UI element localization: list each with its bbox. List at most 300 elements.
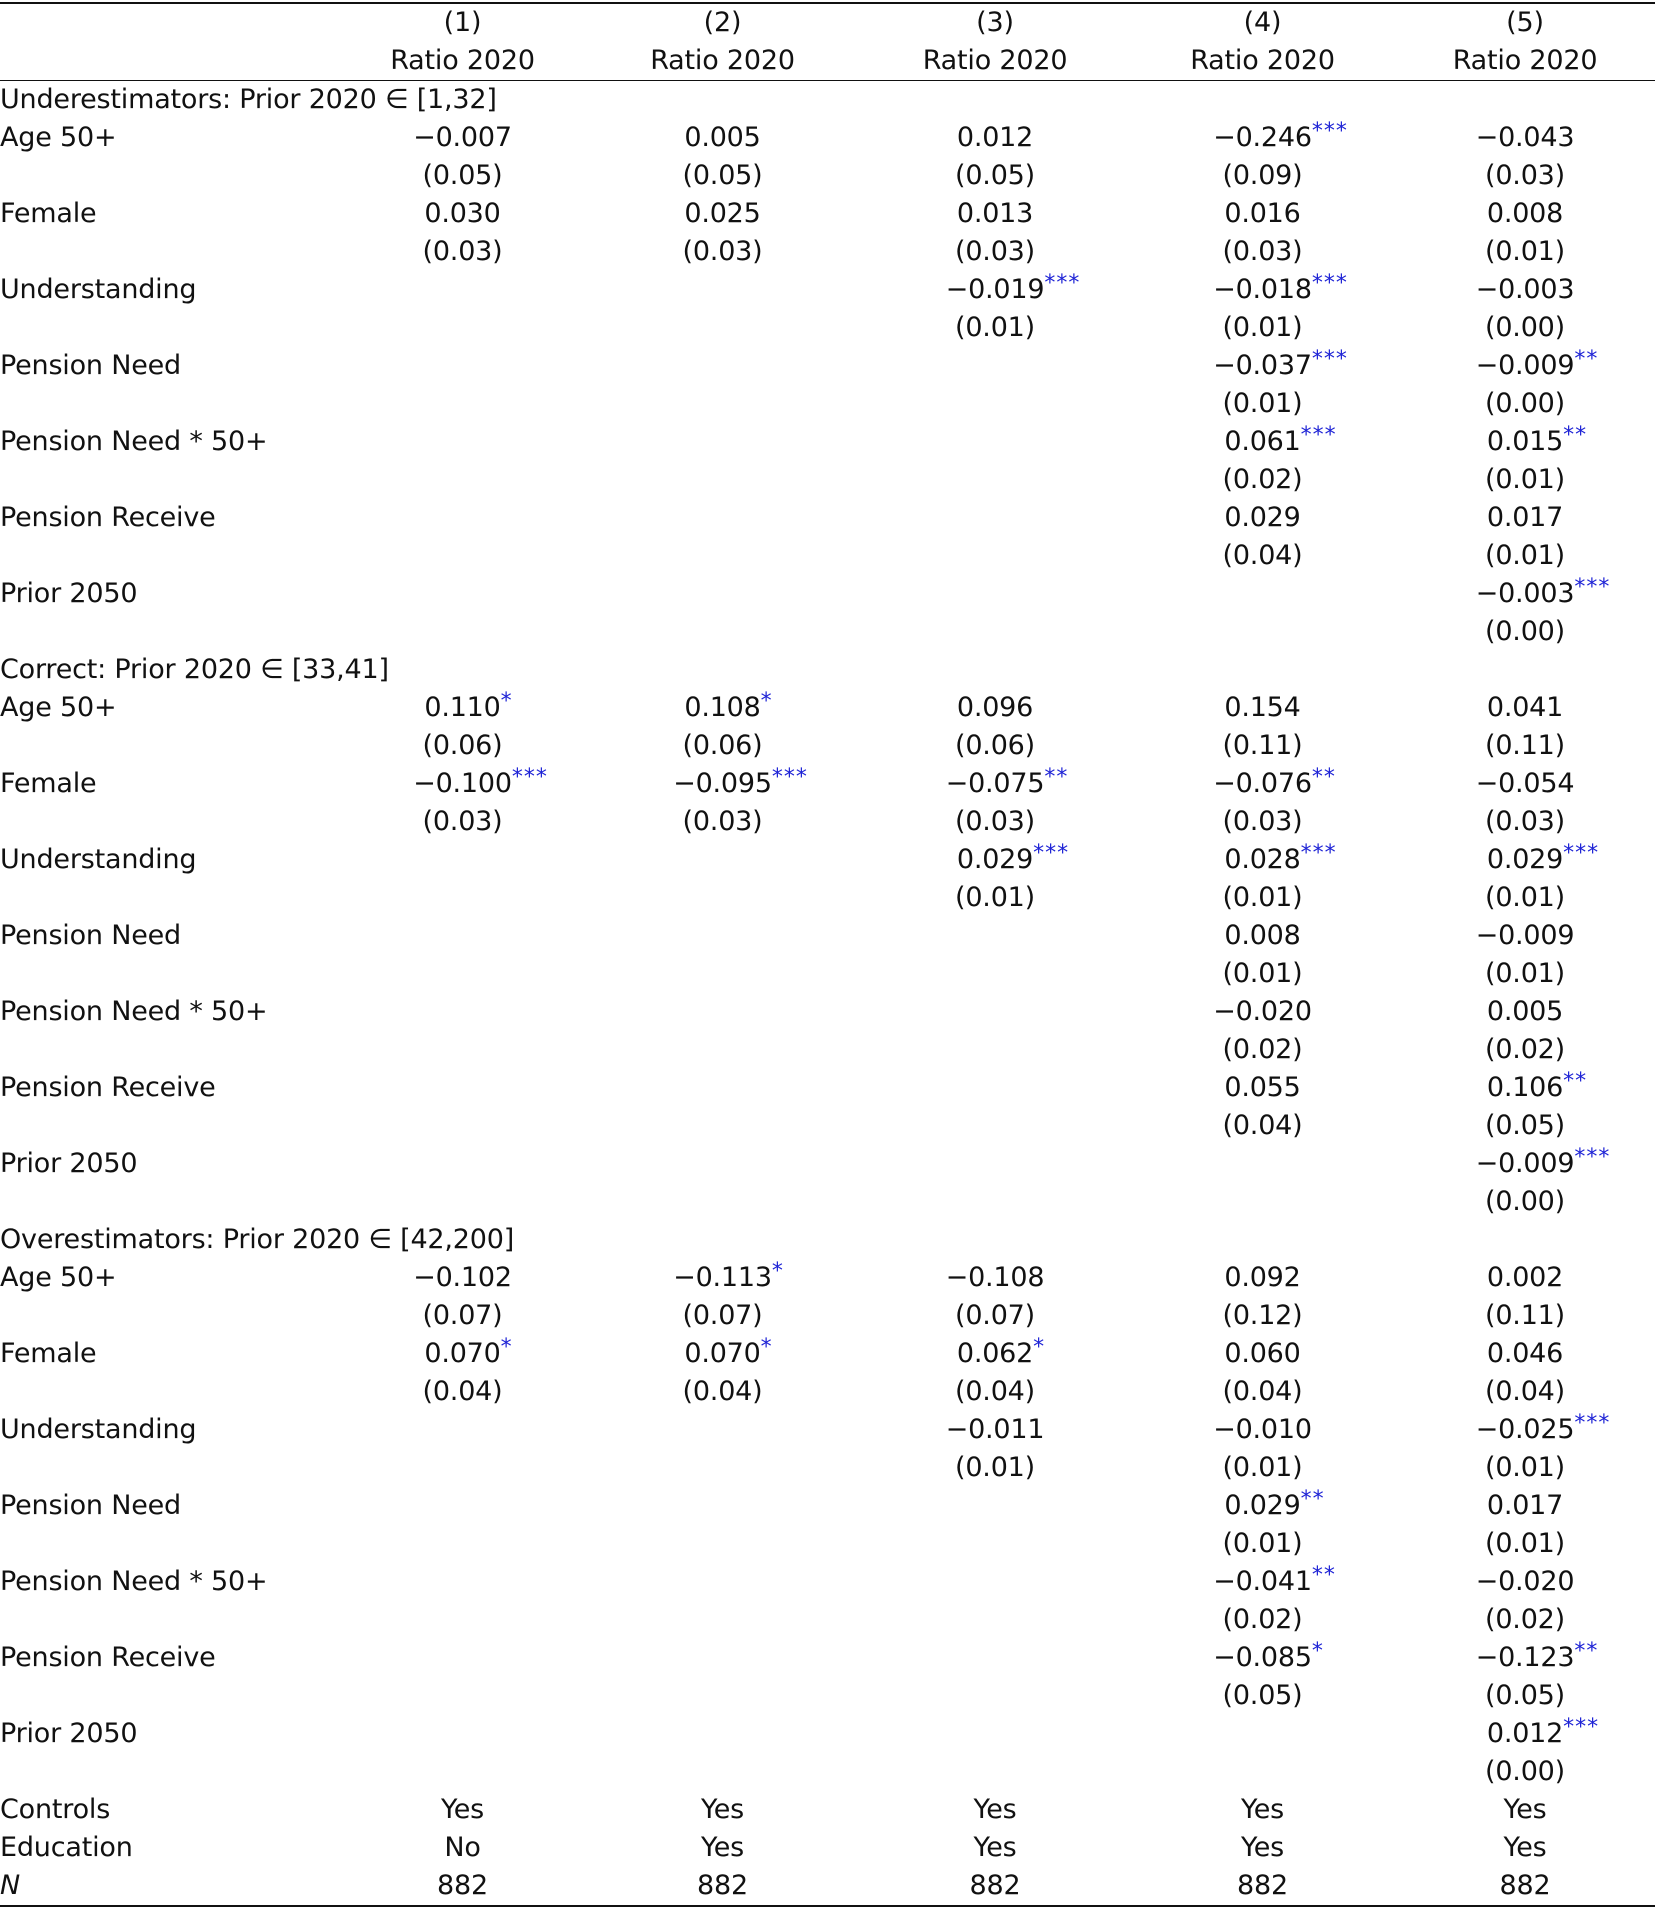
coefficient-cell [1130, 423, 1395, 461]
coefficient-cell [1130, 119, 1395, 157]
coefficient-row [0, 1335, 1655, 1373]
coefficient-cell [340, 1145, 585, 1183]
coefficient-value [1224, 689, 1300, 727]
standard-error-cell: (0.03) [422, 236, 503, 267]
coefficient-row [0, 1259, 1655, 1297]
standard-error-cell [340, 1107, 585, 1145]
standard-error-cell: (0.01) [1485, 464, 1565, 495]
coefficient-value [684, 119, 760, 157]
coefficient-cell [585, 1259, 860, 1297]
panel-title: Overestimators: Prior 2020 ∈ [42,200] [0, 1224, 515, 1255]
coefficient-value [1476, 765, 1575, 803]
coefficient-value [1224, 1335, 1300, 1373]
coefficient-cell [585, 119, 860, 157]
coefficient-row [0, 1487, 1655, 1525]
standard-error-cell [860, 537, 1130, 575]
standard-error-cell [340, 1601, 585, 1639]
coefficient-cell [585, 499, 860, 537]
coefficient-value [1476, 1563, 1575, 1601]
coefficient-number: −0.025 [1475, 1414, 1575, 1445]
standard-error-row [0, 537, 1655, 575]
coefficient-value [1486, 841, 1600, 879]
coefficient-cell [860, 1411, 1130, 1449]
coefficient-number: −0.020 [1475, 1566, 1575, 1597]
standard-error-cell: (0.04) [1485, 1376, 1565, 1407]
coefficient-number: −0.037 [1213, 350, 1312, 381]
coefficient-cell [585, 917, 860, 955]
standard-error-cell: (0.03) [955, 806, 1035, 837]
coefficient-cell [1130, 1145, 1395, 1183]
coefficient-value [1476, 119, 1575, 157]
coefficient-number: −0.108 [945, 1262, 1045, 1293]
coefficient-value [1486, 423, 1588, 461]
coefficient-cell [585, 1715, 860, 1753]
footer-value: Yes [701, 1832, 744, 1863]
standard-error-cell: (0.05) [955, 160, 1035, 191]
coefficient-cell [860, 841, 1130, 879]
coefficient-cell [1130, 689, 1395, 727]
footer-value: 882 [1395, 1867, 1655, 1906]
coefficient-value [673, 765, 808, 803]
coefficient-value [1487, 689, 1563, 727]
standard-error-stub [0, 613, 340, 651]
variable-label: Pension Need * 50+ [0, 1566, 268, 1597]
coefficient-value [956, 841, 1070, 879]
coefficient-cell [585, 195, 860, 233]
footer-row [0, 1791, 1655, 1829]
significance-stars: * [500, 1335, 513, 1360]
standard-error-cell: (0.02) [1485, 1034, 1565, 1065]
variable-label: Understanding [0, 274, 197, 305]
standard-error-cell [340, 1677, 585, 1715]
coefficient-cell [1130, 575, 1395, 613]
coefficient-number: −0.076 [1213, 768, 1312, 799]
footer-value: Yes [973, 1794, 1017, 1825]
coefficient-number: −0.007 [413, 122, 512, 153]
coefficient-cell [1130, 1069, 1395, 1107]
standard-error-row [0, 1753, 1655, 1791]
standard-error-cell: (0.00) [1485, 312, 1565, 343]
standard-error-cell: (0.07) [422, 1300, 503, 1331]
standard-error-cell: (0.01) [1485, 236, 1565, 267]
footer-value: 882 [585, 1867, 860, 1906]
coefficient-cell [860, 271, 1130, 309]
variable-label: Pension Need * 50+ [0, 426, 268, 457]
table-body [0, 81, 1655, 1907]
standard-error-cell [340, 385, 585, 423]
standard-error-cell: (0.01) [1485, 1528, 1565, 1559]
coefficient-number: −0.019 [945, 274, 1045, 305]
coefficient-cell [1395, 1639, 1655, 1677]
standard-error-stub [0, 1107, 340, 1145]
coefficient-number: 0.096 [956, 692, 1034, 723]
table-header [0, 3, 1655, 81]
standard-error-stub [0, 1601, 340, 1639]
coefficient-cell [860, 1487, 1130, 1525]
standard-error-cell [585, 955, 860, 993]
footer-value: 882 [340, 1867, 585, 1906]
significance-stars: *** [771, 765, 808, 790]
coefficient-row [0, 347, 1655, 385]
standard-error-row [0, 1677, 1655, 1715]
standard-error-cell [340, 1183, 585, 1221]
coefficient-number: 0.002 [1486, 1262, 1564, 1293]
standard-error-cell [860, 613, 1130, 651]
column-number: (4) [1130, 3, 1395, 42]
standard-error-cell: (0.04) [1222, 540, 1303, 571]
coefficient-number: 0.070 [684, 1338, 761, 1369]
coefficient-cell [340, 1487, 585, 1525]
coefficient-cell [860, 689, 1130, 727]
coefficient-number: 0.008 [1224, 920, 1301, 951]
coefficient-row [0, 1715, 1655, 1753]
standard-error-cell: (0.05) [422, 160, 503, 191]
footer-row [0, 1829, 1655, 1867]
coefficient-cell [1395, 1145, 1655, 1183]
coefficient-cell [860, 347, 1130, 385]
coefficient-cell [860, 1259, 1130, 1297]
coefficient-number: 0.062 [956, 1338, 1034, 1369]
coefficient-cell [860, 917, 1130, 955]
coefficient-value [1213, 1639, 1324, 1677]
standard-error-cell [585, 613, 860, 651]
footer-label: N [0, 1867, 340, 1906]
coefficient-cell [1130, 1487, 1395, 1525]
standard-error-row [0, 1601, 1655, 1639]
standard-error-row [0, 1031, 1655, 1069]
coefficient-row [0, 499, 1655, 537]
coefficient-number: 0.154 [1224, 692, 1301, 723]
column-name-row [0, 42, 1655, 81]
coefficient-number: 0.017 [1486, 502, 1564, 533]
significance-stars: ** [1563, 423, 1588, 448]
coefficient-number: 0.012 [956, 122, 1034, 153]
coefficient-number: −0.009 [1475, 920, 1575, 951]
standard-error-cell: (0.05) [682, 160, 763, 191]
coefficient-cell [1395, 917, 1655, 955]
standard-error-cell: (0.07) [682, 1300, 763, 1331]
coefficient-number: −0.100 [413, 768, 512, 799]
variable-label: Pension Need [0, 920, 181, 951]
coefficient-value [945, 271, 1081, 309]
standard-error-cell [860, 1601, 1130, 1639]
coefficient-row [0, 765, 1655, 803]
coefficient-value [1213, 993, 1312, 1031]
standard-error-cell: (0.03) [1222, 236, 1303, 267]
footer-value: Yes [701, 1794, 744, 1825]
coefficient-cell [1395, 499, 1655, 537]
standard-error-cell: (0.01) [1222, 312, 1303, 343]
coefficient-cell [340, 689, 585, 727]
coefficient-value [1476, 271, 1575, 309]
coefficient-value [1224, 1259, 1300, 1297]
coefficient-cell [585, 271, 860, 309]
coefficient-cell [340, 993, 585, 1031]
standard-error-cell: (0.01) [1485, 540, 1565, 571]
significance-stars: ** [1311, 1563, 1336, 1588]
coefficient-number: 0.041 [1486, 692, 1564, 723]
significance-stars: ** [1300, 1487, 1325, 1512]
standard-error-cell [1130, 1183, 1395, 1221]
variable-label: Pension Receive [0, 1072, 216, 1103]
coefficient-cell [1130, 917, 1395, 955]
standard-error-cell: (0.01) [1485, 958, 1565, 989]
standard-error-cell [585, 385, 860, 423]
standard-error-cell: (0.07) [955, 1300, 1035, 1331]
significance-stars: *** [1311, 271, 1348, 296]
standard-error-cell: (0.05) [1485, 1680, 1565, 1711]
column-number-row [0, 3, 1655, 42]
coefficient-cell [860, 1715, 1130, 1753]
coefficient-number: −0.085 [1213, 1642, 1312, 1673]
coefficient-row [0, 689, 1655, 727]
standard-error-cell [860, 1677, 1130, 1715]
coefficient-cell [1130, 1411, 1395, 1449]
coefficient-cell [340, 1411, 585, 1449]
coefficient-value [684, 195, 760, 233]
standard-error-row [0, 157, 1655, 195]
coefficient-number: 0.108 [684, 692, 761, 723]
coefficient-cell [1130, 765, 1395, 803]
standard-error-stub [0, 1449, 340, 1487]
coefficient-number: 0.055 [1224, 1072, 1301, 1103]
coefficient-value [1213, 765, 1336, 803]
footer-value: Yes [1503, 1794, 1547, 1825]
standard-error-cell: (0.06) [682, 730, 763, 761]
coefficient-number: −0.123 [1475, 1642, 1575, 1673]
coefficient-number: −0.043 [1475, 122, 1575, 153]
standard-error-cell [860, 1753, 1130, 1791]
coefficient-cell [1395, 575, 1655, 613]
coefficient-row [0, 1639, 1655, 1677]
significance-stars: *** [1574, 1145, 1611, 1170]
coefficient-value [1224, 1069, 1300, 1107]
standard-error-row [0, 1449, 1655, 1487]
standard-error-row [0, 309, 1655, 347]
coefficient-cell [585, 1563, 860, 1601]
standard-error-stub [0, 1373, 340, 1411]
standard-error-row [0, 879, 1655, 917]
panel-title: Underestimators: Prior 2020 ∈ [1,32] [0, 84, 497, 115]
coefficient-value [1213, 1563, 1336, 1601]
coefficient-value [957, 195, 1033, 233]
panel-title: Correct: Prior 2020 ∈ [33,41] [0, 654, 389, 685]
standard-error-cell [585, 461, 860, 499]
significance-stars: ** [1311, 765, 1336, 790]
standard-error-cell [585, 1525, 860, 1563]
standard-error-row [0, 385, 1655, 423]
coefficient-cell [1130, 347, 1395, 385]
standard-error-cell: (0.00) [1485, 1186, 1565, 1217]
coefficient-cell [1395, 347, 1655, 385]
standard-error-cell: (0.04) [422, 1376, 503, 1407]
coefficient-cell [340, 119, 585, 157]
coefficient-cell [585, 1069, 860, 1107]
standard-error-cell: (0.03) [955, 236, 1035, 267]
coefficient-value [1487, 1487, 1563, 1525]
coefficient-cell [1130, 271, 1395, 309]
coefficient-number: 0.110 [424, 692, 501, 723]
standard-error-cell [340, 1525, 585, 1563]
coefficient-value [1213, 347, 1348, 385]
variable-label: Female [0, 198, 97, 229]
header-stub [0, 42, 340, 81]
standard-error-cell [340, 613, 585, 651]
standard-error-cell [1130, 613, 1395, 651]
coefficient-number: −0.102 [413, 1262, 512, 1293]
coefficient-cell [585, 1487, 860, 1525]
coefficient-value [413, 119, 512, 157]
coefficient-row [0, 1069, 1655, 1107]
standard-error-row [0, 1107, 1655, 1145]
standard-error-row [0, 613, 1655, 651]
coefficient-value [1213, 271, 1348, 309]
coefficient-cell [585, 993, 860, 1031]
coefficient-cell [860, 1335, 1130, 1373]
coefficient-cell [1395, 1487, 1655, 1525]
header-stub [0, 3, 340, 42]
coefficient-value [1213, 119, 1348, 157]
standard-error-cell: (0.02) [1222, 464, 1303, 495]
standard-error-row [0, 1373, 1655, 1411]
column-number: (5) [1395, 3, 1655, 42]
coefficient-cell [585, 765, 860, 803]
significance-stars: * [760, 1335, 773, 1360]
coefficient-cell [1395, 841, 1655, 879]
standard-error-cell [585, 537, 860, 575]
coefficient-cell [1130, 1335, 1395, 1373]
footer-value: Yes [1503, 1832, 1547, 1863]
footer-label: Controls [0, 1794, 111, 1825]
standard-error-cell [340, 461, 585, 499]
standard-error-cell [340, 1449, 585, 1487]
standard-error-cell [860, 1525, 1130, 1563]
standard-error-cell [860, 385, 1130, 423]
standard-error-cell: (0.01) [1222, 1528, 1303, 1559]
column-number: (2) [585, 3, 860, 42]
standard-error-cell: (0.01) [1485, 1452, 1565, 1483]
coefficient-row [0, 575, 1655, 613]
coefficient-value [1475, 1639, 1599, 1677]
significance-stars: *** [1033, 841, 1070, 866]
standard-error-cell: (0.03) [1222, 806, 1303, 837]
footer-value: Yes [1241, 1832, 1284, 1863]
coefficient-value [1475, 1411, 1611, 1449]
footer-value: Yes [441, 1794, 484, 1825]
coefficient-number: 0.092 [1224, 1262, 1301, 1293]
standard-error-cell: (0.01) [955, 312, 1035, 343]
coefficient-number: 0.029 [1224, 502, 1301, 533]
standard-error-row [0, 1183, 1655, 1221]
column-name: Ratio 2020 [1395, 42, 1655, 81]
coefficient-number: 0.060 [1224, 1338, 1301, 1369]
coefficient-value [946, 1411, 1045, 1449]
coefficient-cell [340, 1259, 585, 1297]
coefficient-cell [340, 1335, 585, 1373]
standard-error-cell: (0.02) [1222, 1034, 1303, 1065]
coefficient-number: −0.009 [1475, 350, 1575, 381]
standard-error-cell [585, 1753, 860, 1791]
coefficient-cell [1395, 993, 1655, 1031]
column-number: (3) [860, 3, 1130, 42]
standard-error-cell: (0.00) [1485, 388, 1565, 419]
coefficient-cell [1130, 841, 1395, 879]
standard-error-cell: (0.12) [1222, 1300, 1303, 1331]
coefficient-value [1486, 1715, 1600, 1753]
standard-error-cell: (0.01) [955, 882, 1035, 913]
significance-stars: *** [1311, 347, 1348, 372]
coefficient-value [1486, 1069, 1588, 1107]
coefficient-cell [860, 1069, 1130, 1107]
coefficient-cell [585, 689, 860, 727]
coefficient-value [1224, 423, 1337, 461]
standard-error-stub [0, 233, 340, 271]
standard-error-cell [585, 1677, 860, 1715]
coefficient-cell [585, 841, 860, 879]
significance-stars: * [1311, 1639, 1324, 1664]
standard-error-stub [0, 1297, 340, 1335]
coefficient-cell [1130, 499, 1395, 537]
coefficient-cell [585, 1411, 860, 1449]
standard-error-cell [340, 1031, 585, 1069]
significance-stars: * [1033, 1335, 1046, 1360]
column-name: Ratio 2020 [585, 42, 860, 81]
variable-label: Age 50+ [0, 692, 117, 723]
coefficient-value [1224, 195, 1300, 233]
coefficient-value [1475, 575, 1611, 613]
coefficient-cell [340, 1069, 585, 1107]
standard-error-cell: (0.03) [1485, 806, 1565, 837]
regression-table [0, 2, 1655, 1907]
coefficient-number: 0.015 [1486, 426, 1564, 457]
variable-label: Pension Receive [0, 502, 216, 533]
coefficient-value [1475, 1145, 1611, 1183]
standard-error-cell: (0.11) [1485, 1300, 1565, 1331]
standard-error-cell: (0.05) [1485, 1110, 1565, 1141]
coefficient-number: 0.016 [1224, 198, 1301, 229]
variable-label: Prior 2050 [0, 578, 138, 609]
coefficient-value [946, 1259, 1045, 1297]
variable-label: Female [0, 1338, 97, 1369]
coefficient-cell [340, 1563, 585, 1601]
variable-label: Prior 2050 [0, 1718, 138, 1749]
coefficient-number: −0.003 [1475, 274, 1575, 305]
coefficient-cell [1130, 993, 1395, 1031]
standard-error-stub [0, 727, 340, 765]
standard-error-cell: (0.04) [1222, 1376, 1303, 1407]
standard-error-stub [0, 1753, 340, 1791]
standard-error-cell [585, 309, 860, 347]
standard-error-cell: (0.01) [1222, 1452, 1303, 1483]
coefficient-cell [1395, 1069, 1655, 1107]
variable-label: Prior 2050 [0, 1148, 138, 1179]
column-name: Ratio 2020 [1130, 42, 1395, 81]
standard-error-stub [0, 955, 340, 993]
coefficient-cell [340, 347, 585, 385]
coefficient-cell [585, 575, 860, 613]
significance-stars: *** [1574, 1411, 1611, 1436]
coefficient-value [1487, 1259, 1563, 1297]
variable-label: Female [0, 768, 97, 799]
coefficient-number: 0.030 [424, 198, 501, 229]
footer-value: 882 [860, 1867, 1130, 1906]
significance-stars: *** [1563, 841, 1600, 866]
standard-error-cell: (0.06) [422, 730, 503, 761]
standard-error-cell [860, 1183, 1130, 1221]
standard-error-row [0, 461, 1655, 499]
coefficient-value [945, 765, 1069, 803]
coefficient-number: −0.054 [1475, 768, 1575, 799]
